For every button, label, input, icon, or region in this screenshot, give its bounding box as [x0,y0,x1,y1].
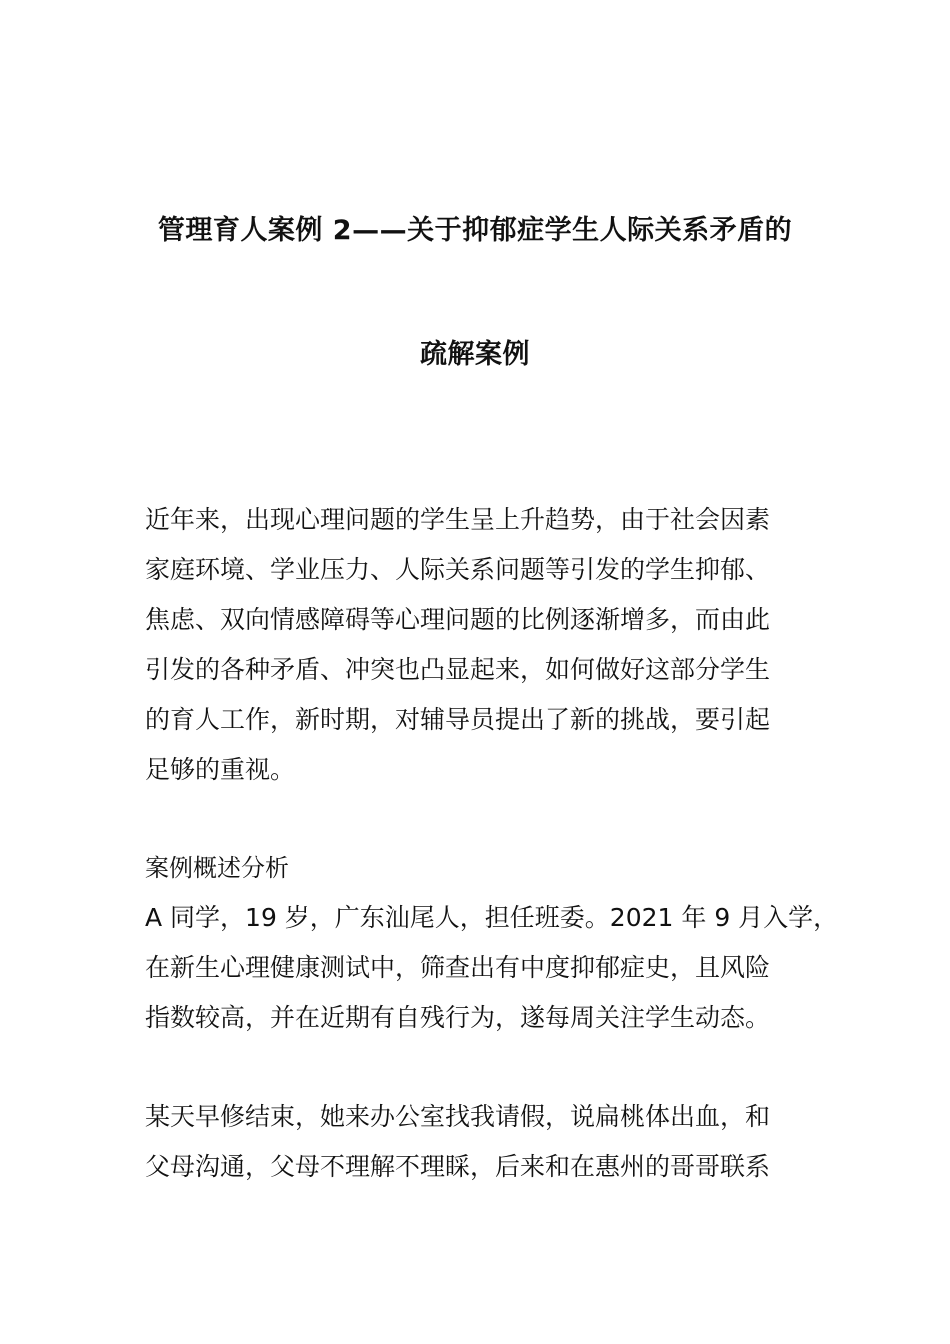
document-title-line-2: 疏解案例 [420,339,530,370]
paragraph-line: 足够的重视。 [145,755,296,784]
paragraph-line: 焦虑、双向情感障碍等心理问题的比例逐渐增多，而由此 [145,605,771,634]
document-title-line-1: 管理育人案例 2——关于抑郁症学生人际关系矛盾的 [157,215,793,246]
intro-paragraph [145,495,835,795]
paragraph-line: 的育人工作，新时期，对辅导员提出了新的挑战，要引起 [145,705,771,734]
event-paragraph [145,1092,835,1192]
section-heading: 案例概述分析 [145,854,289,882]
paragraph-line: A 同学，19 岁，广东汕尾人，担任班委。2021 年 9 月入学， [145,903,839,932]
case-paragraph [145,893,839,1043]
paragraph-line: 父母沟通，父母不理解不理睬，后来和在惠州的哥哥联系 [145,1152,771,1181]
paragraph-line: 引发的各种矛盾、冲突也凸显起来，如何做好这部分学生 [145,655,771,684]
paragraph-line: 某天早修结束，她来办公室找我请假，说扁桃体出血，和 [145,1102,771,1131]
paragraph-line: 指数较高，并在近期有自残行为，遂每周关注学生动态。 [145,1003,771,1032]
paragraph-line: 在新生心理健康测试中，筛查出有中度抑郁症史，且风险 [145,953,771,982]
paragraph-line: 近年来，出现心理问题的学生呈上升趋势，由于社会因素 [145,505,771,534]
paragraph-line: 家庭环境、学业压力、人际关系问题等引发的学生抑郁、 [145,555,771,584]
